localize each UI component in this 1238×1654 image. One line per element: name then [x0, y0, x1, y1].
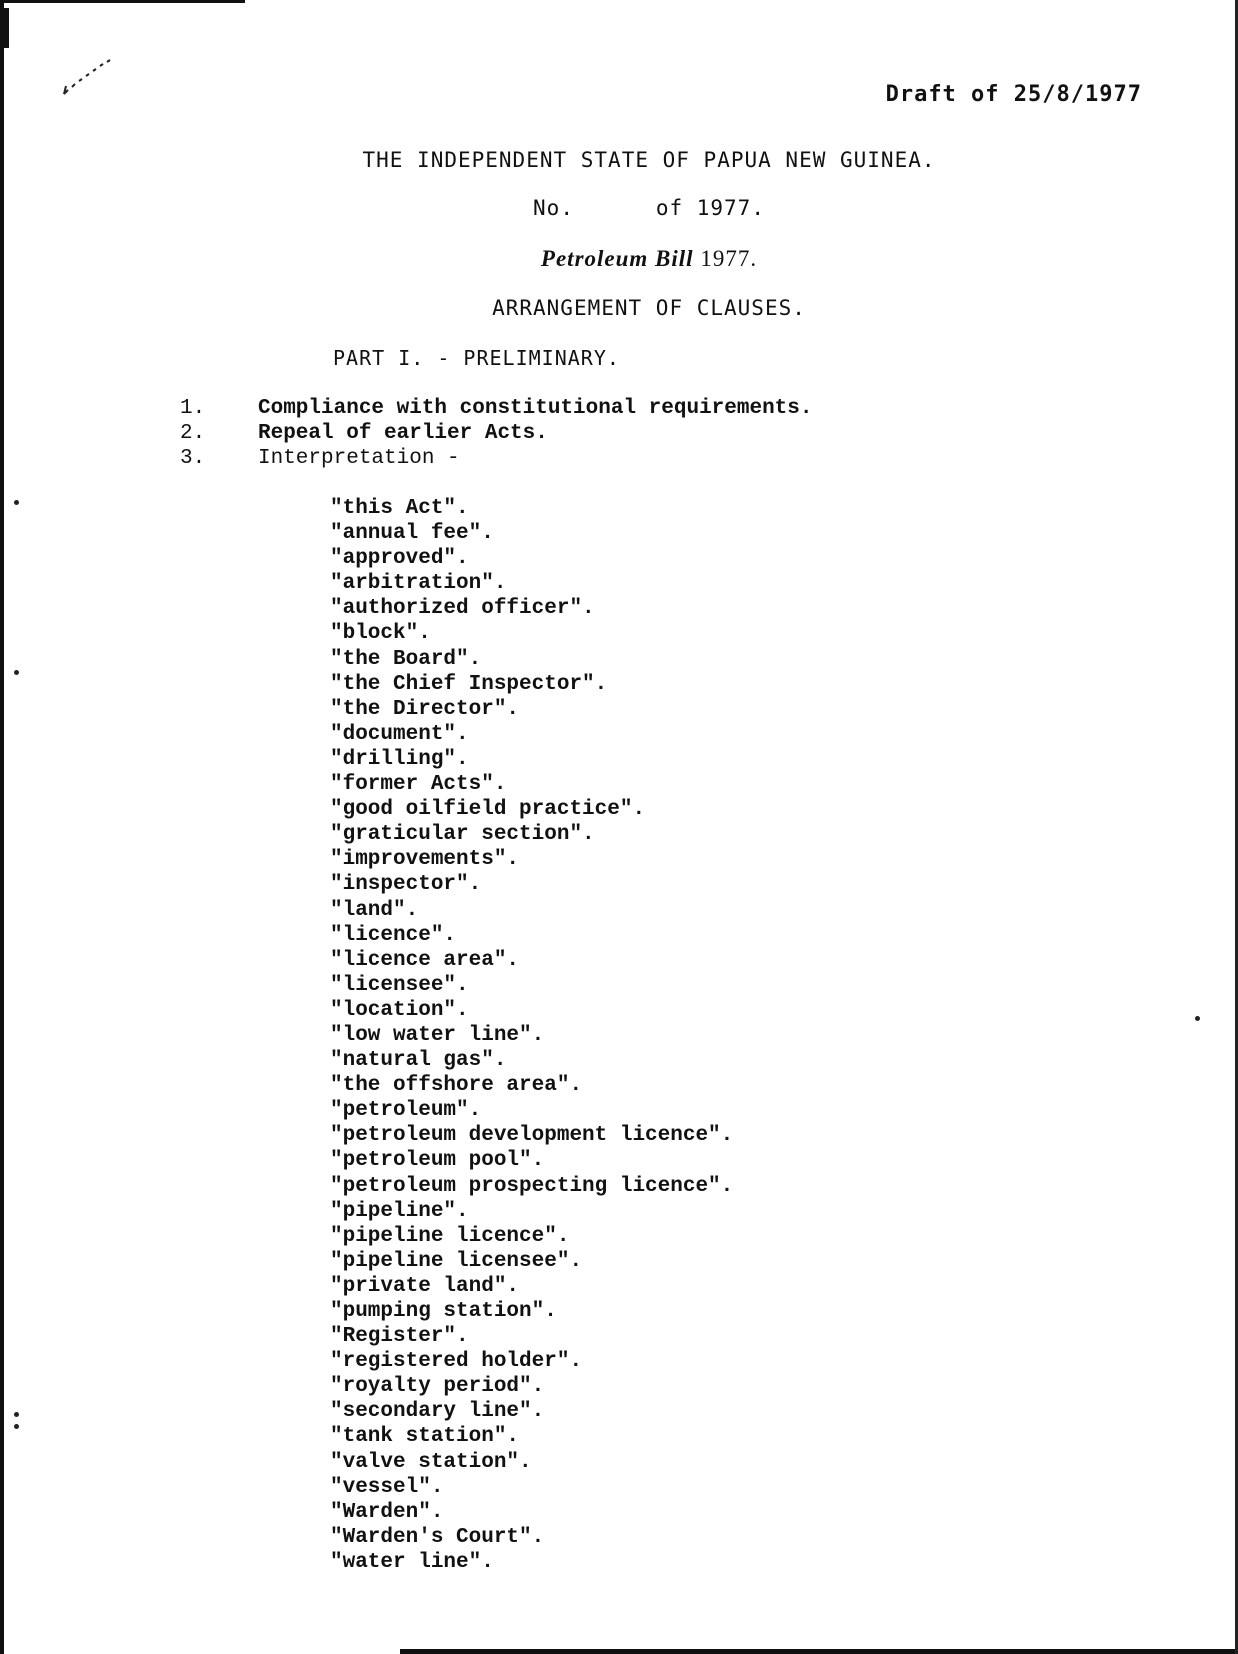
definition-item: "licence area".	[330, 948, 520, 972]
definition-item: "good oilfield practice".	[330, 798, 646, 822]
definition-item: "the Board".	[330, 647, 482, 671]
scan-speck	[14, 500, 19, 505]
definition-list	[330, 496, 733, 1575]
bill-name: Petroleum Bill	[540, 246, 694, 271]
definition-item: "document".	[330, 722, 469, 746]
definition-item: "pipeline".	[330, 1199, 469, 1223]
page-edge-notch	[0, 8, 9, 48]
definition-item: "block".	[330, 622, 431, 646]
page-edge-top	[0, 0, 245, 3]
definition-item: "royalty period".	[330, 1375, 545, 1399]
definition-item: "secondary line".	[330, 1400, 545, 1424]
clause-text: Interpretation -	[258, 447, 460, 470]
definition-item: "arbitration".	[330, 572, 507, 596]
clause-text: Repeal of earlier Acts.	[258, 422, 548, 445]
definition-item: "pumping station".	[330, 1300, 557, 1323]
definition-item: "tank station".	[330, 1425, 520, 1449]
definition-item: "petroleum pool".	[330, 1149, 545, 1173]
definition-item: "location".	[330, 998, 469, 1022]
part-heading: PART I. - PRELIMINARY.	[333, 346, 620, 370]
definition-item: "natural gas".	[330, 1049, 507, 1073]
clause-item	[180, 421, 813, 446]
definition-item: "Warden".	[330, 1500, 444, 1524]
clause-number: 3.	[180, 447, 206, 470]
definition-item: "former Acts".	[330, 773, 507, 797]
clause-item	[180, 396, 813, 421]
definition-item: "annual fee".	[330, 522, 494, 546]
definition-item: "drilling".	[330, 747, 469, 771]
definition-item: "private land".	[330, 1274, 520, 1298]
definition-item: "graticular section".	[330, 823, 595, 847]
state-heading: THE INDEPENDENT STATE OF PAPUA NEW GUINEA.	[362, 148, 936, 172]
clause-number: 2.	[180, 422, 206, 445]
page-edge-bottom	[400, 1649, 1238, 1654]
definition-item: "authorized officer".	[330, 597, 595, 621]
pen-mark	[62, 56, 128, 96]
definition-item: "Register".	[330, 1325, 469, 1349]
definition-item: "vessel".	[330, 1475, 444, 1499]
definition-item: "the Director".	[330, 697, 520, 721]
definition-item: "water line".	[330, 1550, 494, 1574]
clause-text: Compliance with constitutional requirements.	[258, 397, 813, 420]
definition-item: "Warden's Court".	[330, 1525, 545, 1549]
definition-item: "licence".	[330, 923, 457, 947]
clause-list	[180, 396, 813, 471]
bill-title	[30, 246, 1238, 272]
definition-item: "valve station".	[330, 1450, 532, 1474]
clause-item	[180, 446, 813, 471]
definition-item: "inspector".	[330, 873, 482, 897]
scan-speck	[14, 670, 19, 675]
definition-item: "petroleum development licence".	[330, 1124, 734, 1148]
clause-number: 1.	[180, 397, 206, 420]
definition-item: "pipeline licensee".	[330, 1249, 583, 1273]
draft-date: Draft of 25/8/1977	[885, 82, 1142, 107]
arrangement-heading: ARRANGEMENT OF CLAUSES.	[492, 296, 806, 320]
act-number: No. of 1977.	[533, 196, 765, 220]
definition-item: "registered holder".	[330, 1350, 583, 1374]
definition-item: "petroleum prospecting licence".	[330, 1174, 734, 1198]
scan-speck	[14, 1424, 19, 1429]
definition-item: "low water line".	[330, 1023, 545, 1047]
definition-item: "licensee".	[330, 973, 469, 997]
definition-item: "the Chief Inspector".	[330, 672, 608, 696]
definition-item: "improvements".	[330, 848, 520, 872]
definition-item: "petroleum".	[330, 1099, 482, 1123]
page-edge-left	[0, 0, 4, 1654]
bill-year: 1977.	[693, 246, 758, 271]
definition-item: "pipeline licence".	[330, 1224, 570, 1248]
scan-speck	[1195, 1016, 1200, 1021]
definition-item: "land".	[330, 898, 419, 922]
definition-item: "the offshore area".	[330, 1074, 583, 1098]
definition-item: "this Act".	[330, 497, 469, 520]
scan-speck	[14, 1412, 19, 1417]
definition-item: "approved".	[330, 547, 469, 571]
